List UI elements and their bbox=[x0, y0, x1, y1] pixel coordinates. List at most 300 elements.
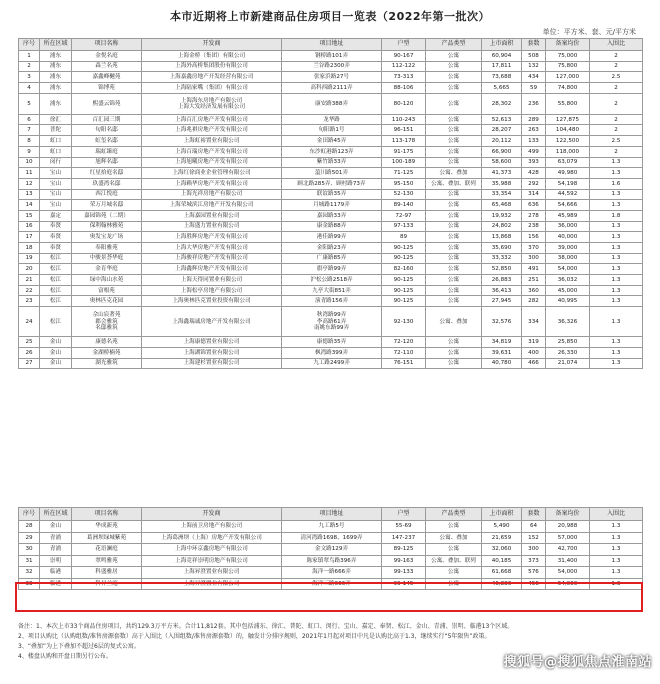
cell-address bbox=[282, 243, 382, 254]
cell-area: 浦东 bbox=[40, 72, 72, 83]
cell-area-sqm: 58,600 bbox=[482, 157, 522, 168]
cell-type: 88-106 bbox=[382, 83, 426, 94]
cell-product: 公寓 bbox=[426, 253, 482, 264]
cell-line: 上海金桥（集团）有限公司 bbox=[177, 52, 246, 59]
cell-line: 高科西路2111弄 bbox=[310, 84, 353, 91]
cell-line: 九亭大街851弄 bbox=[312, 287, 351, 294]
cell-area-sqm: 33,354 bbox=[482, 189, 522, 200]
cell-area: 闵行 bbox=[40, 157, 72, 168]
column-header: 产品类型 bbox=[426, 508, 482, 521]
cell-address: 海洋一路666弄 bbox=[282, 567, 382, 579]
cell-line: 枫湾路399弄 bbox=[314, 349, 349, 356]
cell-units: 499 bbox=[522, 146, 546, 157]
cell-line: 紫竹路33弄 bbox=[316, 159, 347, 166]
cell-product: 公寓、叠加 bbox=[426, 168, 482, 179]
cell-address bbox=[282, 93, 382, 114]
cell-ratio: 1.3 bbox=[590, 358, 643, 369]
cell-name: 旬阳名邸 bbox=[72, 125, 142, 136]
cell-price: 49,980 bbox=[546, 168, 590, 179]
cell-type: 100-189 bbox=[382, 157, 426, 168]
cell-name: 绿中海山水苑 bbox=[72, 275, 142, 286]
cell-area: 临港 bbox=[40, 578, 72, 590]
table-row bbox=[19, 532, 643, 544]
cell-address bbox=[282, 296, 382, 307]
cell-name: 森兰名苑 bbox=[72, 61, 142, 72]
cell-no: 18 bbox=[19, 243, 40, 254]
cell-address bbox=[282, 168, 382, 179]
cell-no: 3 bbox=[19, 72, 40, 83]
cell-area: 普陀 bbox=[40, 125, 72, 136]
cell-area: 宝山 bbox=[40, 200, 72, 211]
table-row bbox=[19, 93, 643, 114]
table-row bbox=[19, 200, 643, 211]
table-header-row bbox=[19, 508, 643, 521]
cell-price: 54,666 bbox=[546, 200, 590, 211]
page-title: 本市近期将上市新建商品住房项目一览表（2022年第一批次） bbox=[169, 10, 491, 23]
cell-area-sqm: 32,060 bbox=[482, 544, 522, 556]
cell-type: 89-125 bbox=[382, 544, 426, 556]
cell-name: 金育华庭 bbox=[72, 264, 142, 275]
cell-price: 127,000 bbox=[546, 72, 590, 83]
cell-line: 九工路2499弄 bbox=[313, 360, 350, 367]
cell-ratio: 1.3 bbox=[590, 221, 643, 232]
cell-no: 4 bbox=[19, 83, 40, 94]
cell-developer bbox=[142, 125, 282, 136]
cell-address: 陈家镇翠鸟路396弄 bbox=[282, 555, 382, 567]
cell-line: 张家浜路27号 bbox=[313, 74, 350, 81]
cell-line: 上海海东房地产有限公司 bbox=[180, 97, 243, 104]
cell-developer bbox=[142, 146, 282, 157]
cell-no: 1 bbox=[19, 51, 40, 62]
table-row bbox=[19, 168, 643, 179]
cell-units: 456 bbox=[522, 578, 546, 590]
cell-units: 360 bbox=[522, 285, 546, 296]
cell-ratio: 1.3 bbox=[590, 168, 643, 179]
table-row bbox=[19, 521, 643, 533]
cell-type: 110-243 bbox=[382, 114, 426, 125]
cell-address bbox=[282, 210, 382, 221]
cell-area: 奉贤 bbox=[40, 221, 72, 232]
cell-no: 7 bbox=[19, 125, 40, 136]
cell-price: 20,988 bbox=[546, 521, 590, 533]
cell-ratio: 1.3 bbox=[590, 532, 643, 544]
cell-no: 23 bbox=[19, 296, 40, 307]
cell-address bbox=[282, 358, 382, 369]
cell-units: 132 bbox=[522, 61, 546, 72]
cell-units: 300 bbox=[522, 544, 546, 556]
cell-ratio: 2 bbox=[590, 61, 643, 72]
cell-line: 上海嘉鑫房地产开发经营有限公司 bbox=[169, 74, 254, 81]
cell-name: 金湖桥楠苑 bbox=[72, 347, 142, 358]
cell-developer: 上海竞祥崇明房地产有限公司 bbox=[142, 555, 282, 567]
cell-line: 旗亭路99弄 bbox=[316, 266, 347, 273]
cell-area: 虹口 bbox=[40, 146, 72, 157]
table-row bbox=[19, 83, 643, 94]
cell-name: 嘉鑫峰樾苑 bbox=[72, 72, 142, 83]
cell-area-sqm: 27,945 bbox=[482, 296, 522, 307]
cell-developer bbox=[142, 114, 282, 125]
cell-units: 314 bbox=[522, 189, 546, 200]
cell-line: 上海光祥房地产有限公司 bbox=[180, 191, 243, 198]
cell-name: 湖光雅筑 bbox=[72, 358, 142, 369]
note-line: 备注：1、本次上市33个商品住房项目，共约129.3万平方米。合计11,812套。其中包括浦东、徐汇、普陀、虹口、闵行、宝山、嘉定、奉贤、松江、金山、青浦、崇明、临港13个区域。 bbox=[18, 623, 514, 630]
cell-line: 上海鑫辉房地产开发有限公司 bbox=[175, 266, 248, 273]
cell-line: 南姚东路99弄 bbox=[313, 324, 350, 331]
cell-line: 港佳路99弄 bbox=[316, 234, 347, 241]
cell-price: 122,500 bbox=[546, 136, 590, 147]
cell-area-sqm: 35,690 bbox=[482, 243, 522, 254]
cell-developer bbox=[142, 178, 282, 189]
cell-product: 公寓、叠加、联列 bbox=[426, 555, 482, 567]
cell-ratio: 1.3 bbox=[590, 243, 643, 254]
cell-type: 71-125 bbox=[382, 168, 426, 179]
cell-area-sqm: 52,613 bbox=[482, 114, 522, 125]
cell-type: 55-69 bbox=[382, 521, 426, 533]
cell-area: 金山 bbox=[40, 347, 72, 358]
cell-area: 宝山 bbox=[40, 168, 72, 179]
cell-developer bbox=[142, 296, 282, 307]
cell-area: 松江 bbox=[40, 275, 72, 286]
cell-type: 90-125 bbox=[382, 275, 426, 286]
cell-area: 嘉定 bbox=[40, 210, 72, 221]
cell-line: 上海红徐商业企业管理有限公司 bbox=[172, 169, 251, 176]
column-header: 序号 bbox=[19, 508, 40, 521]
cell-area: 金山 bbox=[40, 521, 72, 533]
cell-developer bbox=[142, 347, 282, 358]
cell-ratio: 1.3 bbox=[590, 544, 643, 556]
cell-ratio: 1.3 bbox=[590, 232, 643, 243]
cell-line: 上海康德置业有限公司 bbox=[183, 338, 240, 345]
cell-area-sqm: 5,665 bbox=[482, 83, 522, 94]
cell-area-sqm: 28,302 bbox=[482, 93, 522, 114]
cell-ratio: 1.3 bbox=[590, 296, 643, 307]
cell-line: 嘉园路33弄 bbox=[316, 212, 347, 219]
cell-type: 72-97 bbox=[382, 210, 426, 221]
cell-no: 20 bbox=[19, 264, 40, 275]
table-row bbox=[19, 114, 643, 125]
cell-no: 13 bbox=[19, 189, 40, 200]
cell-no: 22 bbox=[19, 285, 40, 296]
table-row bbox=[19, 544, 643, 556]
cell-price: 54,000 bbox=[546, 264, 590, 275]
cell-line: 金田路45弄 bbox=[316, 137, 347, 144]
cell-units: 263 bbox=[522, 125, 546, 136]
cell-product: 公寓 bbox=[426, 146, 482, 157]
cell-type: 113-178 bbox=[382, 136, 426, 147]
cell-area: 宝山 bbox=[40, 178, 72, 189]
cell-type: 96-151 bbox=[382, 125, 426, 136]
cell-name: 旭辉名邸 bbox=[72, 157, 142, 168]
cell-line: 上海荣城滨江房地产开发有限公司 bbox=[169, 202, 254, 209]
cell-price: 40,000 bbox=[546, 232, 590, 243]
cell-line: 名邸雅筑 bbox=[95, 324, 118, 331]
cell-units: 300 bbox=[522, 253, 546, 264]
cell-area-sqm: 40,185 bbox=[482, 555, 522, 567]
cell-line: 上海嘉园置业有限公司 bbox=[183, 212, 240, 219]
cell-units: 373 bbox=[522, 555, 546, 567]
cell-no: 15 bbox=[19, 210, 40, 221]
cell-address bbox=[282, 136, 382, 147]
cell-ratio: 1.3 bbox=[590, 275, 643, 286]
table-header-row bbox=[19, 39, 643, 51]
cell-product: 公寓 bbox=[426, 232, 482, 243]
cell-product: 公寓 bbox=[426, 567, 482, 579]
cell-line: 上海鑫瑞诚房地产开发有限公司 bbox=[172, 318, 251, 325]
note-line: 4、楼盘认购和开盘日期另行公布。 bbox=[18, 653, 112, 660]
column-header: 开发商 bbox=[142, 39, 282, 51]
column-header: 项目名称 bbox=[72, 39, 142, 51]
cell-line: 上海松亭房地产有限公司 bbox=[180, 287, 243, 294]
cell-product: 公寓 bbox=[426, 275, 482, 286]
cell-area: 松江 bbox=[40, 253, 72, 264]
cell-ratio: 1.6 bbox=[590, 178, 643, 189]
cell-name: 富根苑 bbox=[72, 285, 142, 296]
table-row bbox=[19, 347, 643, 358]
cell-type: 147-237 bbox=[382, 532, 426, 544]
cell-units: 292 bbox=[522, 178, 546, 189]
cell-line: 上海湖锦置业有限公司 bbox=[183, 349, 240, 356]
cell-price: 63,079 bbox=[546, 157, 590, 168]
cell-no: 14 bbox=[19, 200, 40, 211]
cell-line: 上海百汇房地产开发有限公司 bbox=[175, 116, 248, 123]
cell-ratio: 2 bbox=[590, 114, 643, 125]
cell-area-sqm: 33,332 bbox=[482, 253, 522, 264]
cell-developer bbox=[142, 264, 282, 275]
cell-price: 104,480 bbox=[546, 125, 590, 136]
cell-price: 38,000 bbox=[546, 253, 590, 264]
cell-name: 红星拾庭名邸 bbox=[72, 168, 142, 179]
cell-line: 旬阳路1号 bbox=[318, 127, 345, 134]
cell-name: 科盛雅居 bbox=[72, 567, 142, 579]
cell-price: 54,000 bbox=[546, 578, 590, 590]
cell-no: 11 bbox=[19, 168, 40, 179]
cell-address: 清河湾路1698、1699弄 bbox=[282, 532, 382, 544]
project-table-2 bbox=[18, 507, 643, 590]
cell-price: 127,875 bbox=[546, 114, 590, 125]
cell-name bbox=[72, 307, 142, 337]
cell-developer bbox=[142, 51, 282, 62]
cell-type: 73-313 bbox=[382, 72, 426, 83]
cell-type: 90-125 bbox=[382, 253, 426, 264]
cell-product: 公寓 bbox=[426, 61, 482, 72]
cell-no: 32 bbox=[19, 567, 40, 579]
cell-name: 玖盛湾名邸 bbox=[72, 178, 142, 189]
cell-no: 19 bbox=[19, 253, 40, 264]
cell-name: 科昇兰庭 bbox=[72, 578, 142, 590]
cell-name: 虹玺名邸 bbox=[72, 136, 142, 147]
cell-area-sqm: 17,811 bbox=[482, 61, 522, 72]
cell-developer bbox=[142, 200, 282, 211]
table-row bbox=[19, 178, 643, 189]
cell-ratio: 2 bbox=[590, 93, 643, 114]
cell-line: 上海胜辉房地产开发有限公司 bbox=[175, 234, 248, 241]
cell-area: 金山 bbox=[40, 358, 72, 369]
cell-line: 康金路88弄 bbox=[316, 223, 347, 230]
cell-price: 54,000 bbox=[546, 567, 590, 579]
cell-name: 花语澜庭 bbox=[72, 544, 142, 556]
cell-area: 崇明 bbox=[40, 555, 72, 567]
cell-no: 10 bbox=[19, 157, 40, 168]
cell-ratio: 2 bbox=[590, 83, 643, 94]
cell-product: 公寓 bbox=[426, 93, 482, 114]
cell-price: 21,074 bbox=[546, 358, 590, 369]
cell-line: 月城路1179弄 bbox=[313, 202, 350, 209]
cell-product: 公寓 bbox=[426, 136, 482, 147]
cell-name: 康德名苑 bbox=[72, 337, 142, 348]
cell-product: 公寓 bbox=[426, 296, 482, 307]
cell-product: 公寓 bbox=[426, 285, 482, 296]
cell-address bbox=[282, 221, 382, 232]
cell-ratio: 2 bbox=[590, 51, 643, 62]
cell-product: 公寓 bbox=[426, 521, 482, 533]
cell-address bbox=[282, 83, 382, 94]
cell-line: 龙华路 bbox=[323, 116, 340, 123]
cell-price: 31,400 bbox=[546, 555, 590, 567]
cell-address bbox=[282, 51, 382, 62]
cell-line: 沪松公路2518弄 bbox=[310, 276, 353, 283]
cell-line: 东沙虹港路123弄 bbox=[309, 148, 354, 155]
cell-units: 238 bbox=[522, 221, 546, 232]
cell-line: 郡会雅筑 bbox=[95, 318, 118, 325]
cell-developer: 上海昇澄置业有限公司 bbox=[142, 567, 282, 579]
cell-area-sqm: 28,207 bbox=[482, 125, 522, 136]
cell-developer bbox=[142, 337, 282, 348]
table-row bbox=[19, 243, 643, 254]
column-header: 所在区域 bbox=[40, 508, 72, 521]
cell-area: 临港 bbox=[40, 567, 72, 579]
cell-no: 12 bbox=[19, 178, 40, 189]
cell-line: 上海天得同置业有限公司 bbox=[180, 276, 243, 283]
cell-price: 57,000 bbox=[546, 532, 590, 544]
cell-ratio: 1.3 bbox=[590, 307, 643, 337]
cell-area: 浦东 bbox=[40, 93, 72, 114]
cell-ratio: 2 bbox=[590, 125, 643, 136]
cell-ratio: 1.3 bbox=[590, 567, 643, 579]
cell-type: 95-150 bbox=[382, 178, 426, 189]
cell-name: 保利翰林雅苑 bbox=[72, 221, 142, 232]
table-row bbox=[19, 337, 643, 348]
cell-product: 公寓、叠加 bbox=[426, 307, 482, 337]
cell-line: 顾北路285弄、顾村路73弄 bbox=[297, 180, 366, 187]
cell-area-sqm: 32,576 bbox=[482, 307, 522, 337]
cell-line: 上海百瑞房地产开发有限公司 bbox=[175, 148, 248, 155]
cell-address bbox=[282, 157, 382, 168]
cell-no: 21 bbox=[19, 275, 40, 286]
cell-area-sqm: 36,413 bbox=[482, 285, 522, 296]
cell-developer bbox=[142, 307, 282, 337]
cell-ratio: 1.3 bbox=[590, 285, 643, 296]
cell-price: 45,000 bbox=[546, 285, 590, 296]
cell-name: 嘉园锦苑（二期） bbox=[72, 210, 142, 221]
cell-area-sqm: 26,883 bbox=[482, 275, 522, 286]
unit-note: 单位：平方米、套、元/平方米 bbox=[542, 28, 636, 36]
cell-ratio: 2 bbox=[590, 146, 643, 157]
table-row bbox=[19, 146, 643, 157]
cell-name: 奉阳雅苑 bbox=[72, 243, 142, 254]
cell-area: 虹口 bbox=[40, 136, 72, 147]
table-row bbox=[19, 578, 643, 590]
cell-units: 64 bbox=[522, 521, 546, 533]
cell-line: 演青路156弄 bbox=[314, 298, 349, 305]
cell-ratio: 1.3 bbox=[590, 264, 643, 275]
column-header: 项目地址 bbox=[282, 508, 382, 521]
cell-name: 荣万月城名邸 bbox=[72, 200, 142, 211]
cell-product: 公寓 bbox=[426, 157, 482, 168]
cell-name: 熙盛云锦苑 bbox=[72, 93, 142, 114]
cell-units: 251 bbox=[522, 275, 546, 286]
cell-no: 31 bbox=[19, 555, 40, 567]
cell-units: 289 bbox=[522, 114, 546, 125]
cell-price: 36,000 bbox=[546, 221, 590, 232]
cell-developer bbox=[142, 285, 282, 296]
cell-address: 海洋三路666弄 bbox=[282, 578, 382, 590]
cell-units: 370 bbox=[522, 243, 546, 254]
cell-area-sqm: 73,688 bbox=[482, 72, 522, 83]
cell-ratio: 1.3 bbox=[590, 347, 643, 358]
project-table-1 bbox=[18, 38, 643, 369]
cell-developer bbox=[142, 358, 282, 369]
cell-name: 锦博苑 bbox=[72, 83, 142, 94]
cell-units: 428 bbox=[522, 168, 546, 179]
cell-line: 上海大华房地产开发有限公司 bbox=[175, 244, 248, 251]
cell-price: 45,989 bbox=[546, 210, 590, 221]
cell-address bbox=[282, 72, 382, 83]
cell-no: 17 bbox=[19, 232, 40, 243]
cell-product: 公寓 bbox=[426, 210, 482, 221]
cell-type: 72-120 bbox=[382, 337, 426, 348]
cell-developer: 上海昇澄置业有限公司 bbox=[142, 578, 282, 590]
cell-product: 公寓 bbox=[426, 578, 482, 590]
cell-developer bbox=[142, 93, 282, 114]
cell-name: 瑞虹臻庭 bbox=[72, 146, 142, 157]
watermark: 搜狐号@搜狐焦点淮南站 bbox=[503, 655, 652, 670]
cell-line: 李高路61弄 bbox=[316, 318, 347, 325]
cell-no: 6 bbox=[19, 114, 40, 125]
table-row bbox=[19, 221, 643, 232]
cell-type: 89-140 bbox=[382, 200, 426, 211]
cell-ratio: 1.3 bbox=[590, 521, 643, 533]
table-row bbox=[19, 136, 643, 147]
cell-type: 90-125 bbox=[382, 243, 426, 254]
cell-area-sqm: 24,802 bbox=[482, 221, 522, 232]
cell-line: 秋湾路99弄 bbox=[316, 312, 347, 319]
cell-developer bbox=[142, 253, 282, 264]
cell-type: 99-145 bbox=[382, 578, 426, 590]
cell-type: 82-160 bbox=[382, 264, 426, 275]
note-line: 3、“叠加”为上下叠加不超过6层的复式公寓。 bbox=[18, 643, 140, 650]
cell-line: 上海赖华房地产开发有限公司 bbox=[175, 180, 248, 187]
cell-type: 91-175 bbox=[382, 146, 426, 157]
cell-no: 28 bbox=[19, 521, 40, 533]
cell-type: 99-163 bbox=[382, 555, 426, 567]
cell-no: 5 bbox=[19, 93, 40, 114]
cell-line: 上海大发经济发展有限公司 bbox=[177, 103, 246, 110]
column-header: 序号 bbox=[19, 39, 40, 51]
table-row bbox=[19, 358, 643, 369]
table-row bbox=[19, 61, 643, 72]
cell-no: 8 bbox=[19, 136, 40, 147]
cell-ratio: 1.3 bbox=[590, 337, 643, 348]
table-row bbox=[19, 72, 643, 83]
cell-name: 百汇园三期 bbox=[72, 114, 142, 125]
column-header: 套数 bbox=[522, 508, 546, 521]
cell-address bbox=[282, 146, 382, 157]
table-row bbox=[19, 125, 643, 136]
cell-developer bbox=[142, 243, 282, 254]
cell-area-sqm: 65,468 bbox=[482, 200, 522, 211]
cell-name: 金悦名庭 bbox=[72, 51, 142, 62]
cell-units: 466 bbox=[522, 358, 546, 369]
